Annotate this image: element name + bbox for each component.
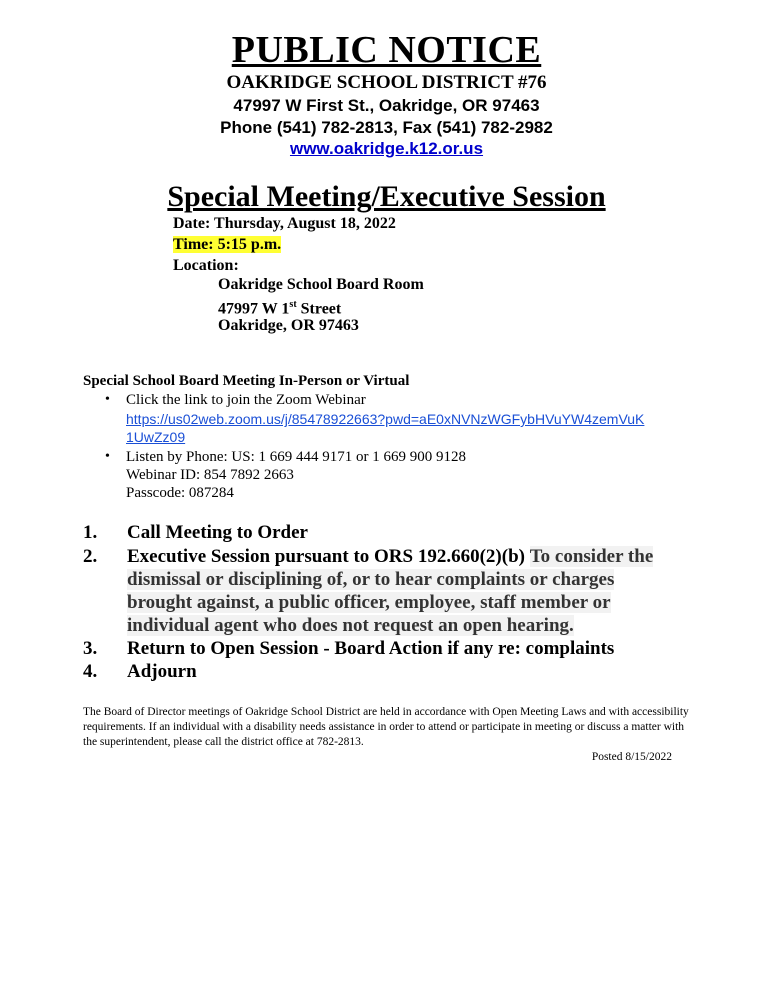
agenda-item-text: Call Meeting to Order [127,522,308,543]
zoom-link-line-2[interactable]: 1UwZz09 [126,429,186,445]
district-website-link[interactable]: www.oakridge.k12.or.us [289,139,484,158]
page-title: PUBLIC NOTICE [231,29,542,71]
agenda-item-continuation-3: individual agent who does not request an open hearing. [127,615,574,636]
agenda-item-bold: Executive Session pursuant to ORS 192.660(2)(b) [127,546,525,567]
meeting-date: Date: Thursday, August 18, 2022 [173,215,396,232]
meeting-time-highlight: Time: 5:15 p.m. [173,236,282,253]
district-address: 47997 W First St., Oakridge, OR 97463 [233,96,540,115]
agenda-item-continuation [127,591,611,614]
accessibility-notice: The Board of Director meetings of Oakridge School District are held in accordance with Open Meeting Laws and with accessibility requirements. If an individual with a disability needs assistance in order to attend or participate in meeting or discuss a matter with the superintendent, please call the district office at 782-2813. [83,706,689,748]
agenda-item-continuation [127,568,614,591]
district-phone-fax: Phone (541) 782-2813, Fax (541) 782-2982 [220,118,553,137]
location-label: Location: [173,257,239,274]
agenda-item-continuation [127,614,574,637]
agenda-item-number: 2. [83,546,98,567]
agenda-item-continuation-1: dismissal or disciplining of, or to hear complaints or charges [127,569,615,590]
meeting-title: Special Meeting/Executive Session [167,180,606,213]
agenda-item-text: Adjourn [127,661,197,682]
bullet-icon: • [105,449,110,464]
posted-date: Posted 8/15/2022 [591,751,672,763]
location-name: Oakridge School Board Room [218,276,424,293]
webinar-id: Webinar ID: 854 7892 2663 [126,467,294,483]
zoom-link-line-1[interactable]: https://us02web.zoom.us/j/85478922663?pwd=aE0xNVNzWGFybHVuYW4zemVuK [126,411,645,427]
agenda-item-number: 4. [83,661,98,682]
agenda-item-executive-session [127,545,653,568]
agenda-item-number: 3. [83,638,98,659]
location-city: Oakridge, OR 97463 [218,317,359,334]
agenda-item-number: 1. [83,522,98,543]
location-street-suffix: st [289,299,297,310]
bullet-icon: • [105,392,110,407]
phone-listen-line: Listen by Phone: US: 1 669 444 9171 or 1 669 900 9128 [126,449,466,465]
agenda-item-text: Return to Open Session - Board Action if any re: complaints [127,638,615,659]
passcode: Passcode: 087284 [126,485,234,501]
agenda-item-continuation-2: brought against, a public officer, employee, staff member or [127,592,611,613]
agenda-item-rest: To consider the [529,546,654,567]
district-name: OAKRIDGE SCHOOL DISTRICT #76 [226,72,547,93]
meeting-time [173,235,281,255]
location-street-name: Street [296,300,342,318]
location-street-number: 47997 W 1 [218,300,290,318]
zoom-intro: Click the link to join the Zoom Webinar [126,392,366,408]
virtual-section-heading: Special School Board Meeting In-Person or Virtual [83,373,410,389]
